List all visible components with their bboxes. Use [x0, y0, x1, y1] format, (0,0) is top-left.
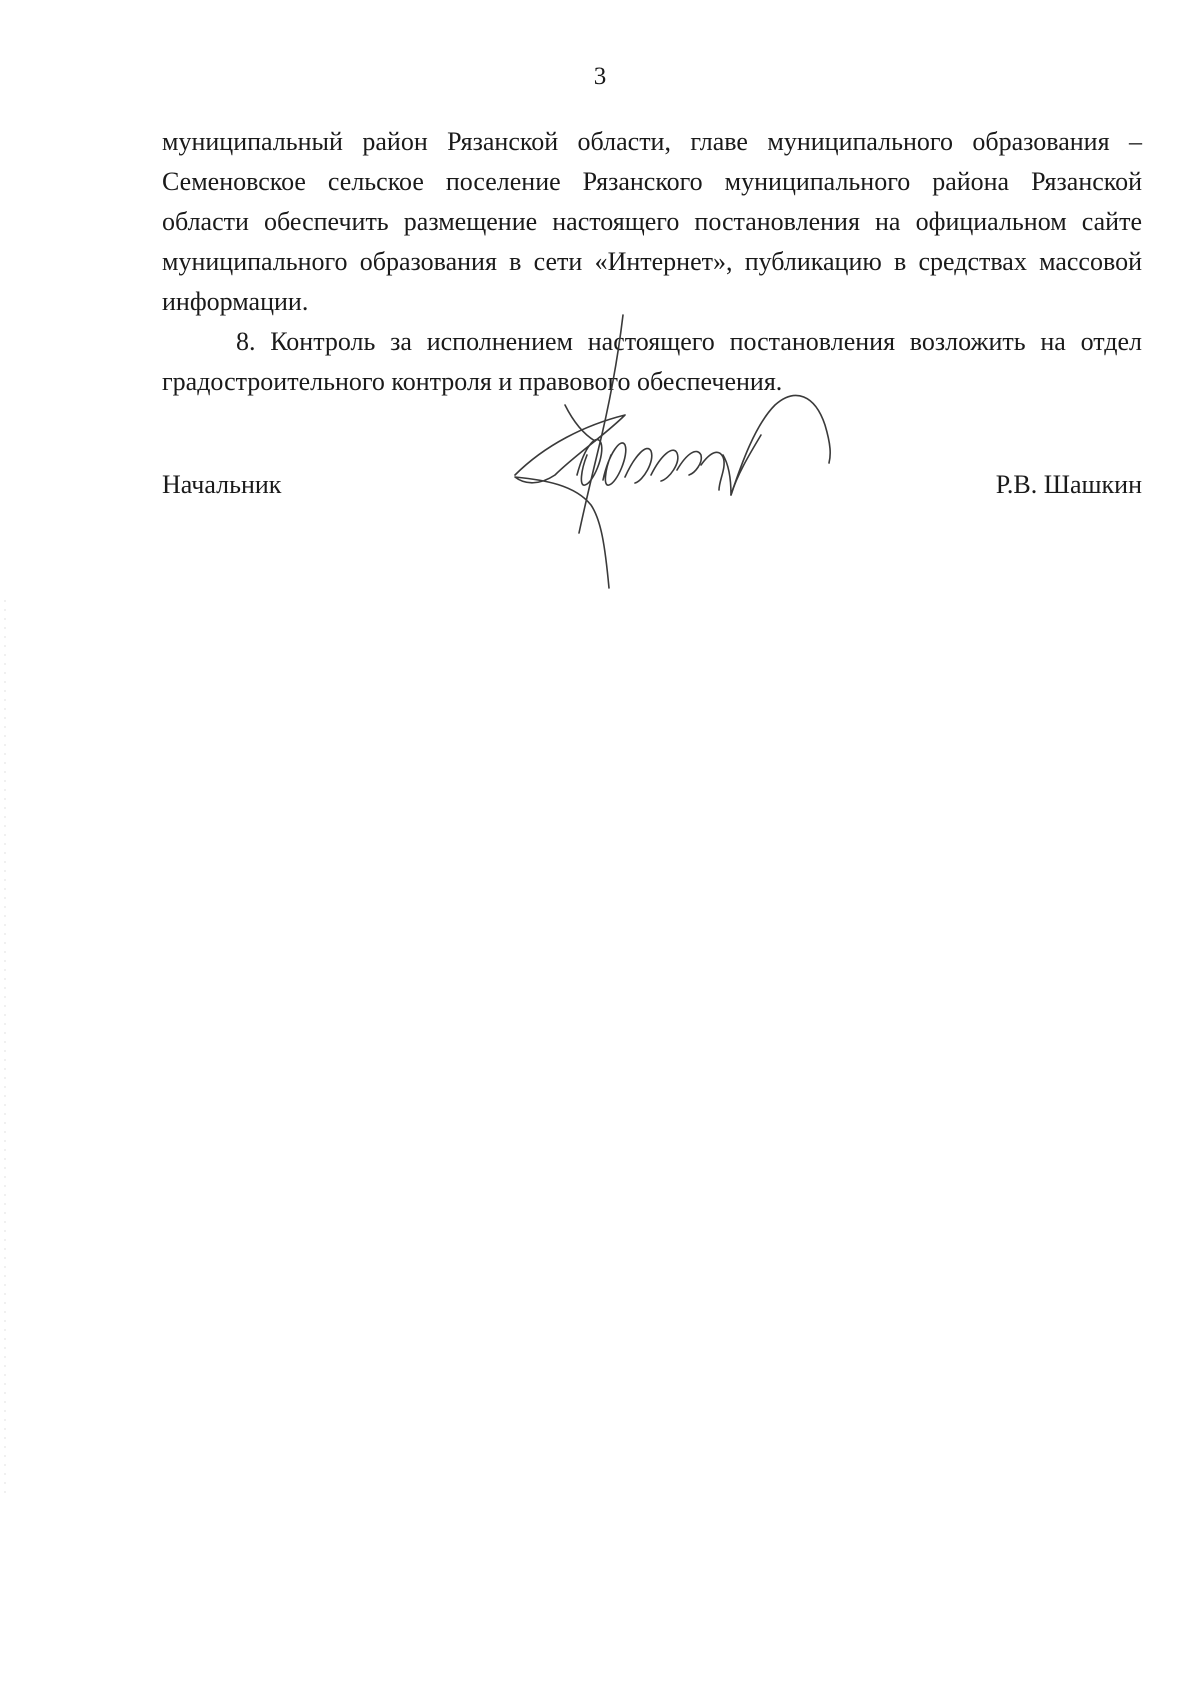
- signer-name: Р.В. Шашкин: [995, 470, 1142, 499]
- scan-edge-artifact: [4, 600, 6, 1500]
- paragraph-publication: муниципальный район Рязанской области, главе муниципального образования – Семеновское сельское поселение Рязанского муниципального района Рязанской области обеспечить размещение настоящего постановления на официальном сайте муниципального образования в сети «Интернет», публикацию в средствах массовой информации.: [162, 127, 1142, 316]
- page-number: 3: [593, 63, 607, 90]
- document-body: [162, 122, 1142, 402]
- signer-position: Начальник: [162, 470, 282, 499]
- paragraph-8-control: 8. Контроль за исполнением настоящего постановления возложить на отдел градостроительного контроля и правового обеспечения.: [162, 327, 1142, 396]
